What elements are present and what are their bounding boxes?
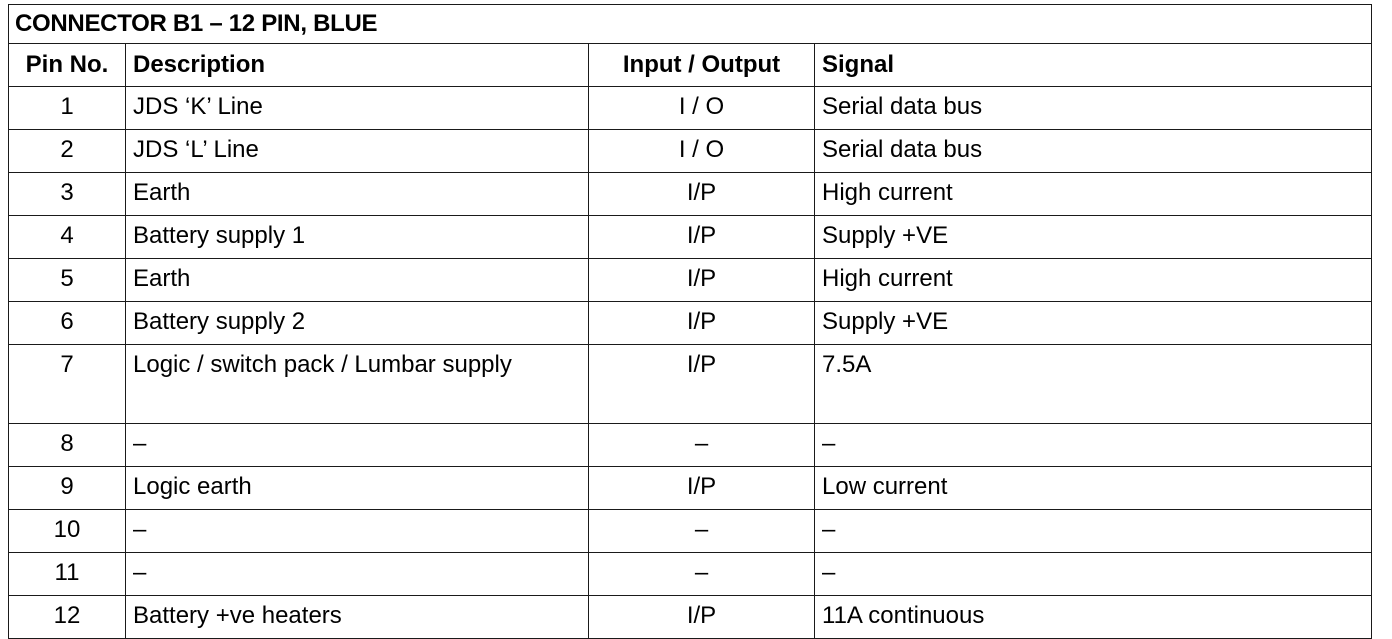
- signal-cell: –: [815, 424, 1372, 467]
- table-row: [9, 216, 1372, 259]
- io-cell: I/P: [589, 302, 815, 345]
- table-row: [9, 596, 1372, 639]
- pin-cell: 5: [9, 259, 126, 302]
- io-cell: –: [589, 510, 815, 553]
- io-cell: I / O: [589, 130, 815, 173]
- io-cell: I/P: [589, 259, 815, 302]
- description-cell: Battery supply 2: [126, 302, 589, 345]
- signal-cell: Supply +VE: [815, 216, 1372, 259]
- description-cell: –: [126, 553, 589, 596]
- pin-cell: 10: [9, 510, 126, 553]
- description-cell: Earth: [126, 173, 589, 216]
- signal-cell: 11A continuous: [815, 596, 1372, 639]
- pin-cell: 9: [9, 467, 126, 510]
- description-cell: –: [126, 510, 589, 553]
- signal-cell: Low current: [815, 467, 1372, 510]
- table-row: [9, 302, 1372, 345]
- signal-cell: Serial data bus: [815, 87, 1372, 130]
- table-row: [9, 87, 1372, 130]
- io-cell: I/P: [589, 596, 815, 639]
- header-row: [9, 44, 1372, 87]
- pin-cell: 4: [9, 216, 126, 259]
- table-title: CONNECTOR B1 – 12 PIN, BLUE: [9, 5, 1372, 44]
- title-row: [9, 5, 1372, 44]
- signal-cell: High current: [815, 259, 1372, 302]
- description-cell: Logic earth: [126, 467, 589, 510]
- pin-cell: 3: [9, 173, 126, 216]
- pin-cell: 6: [9, 302, 126, 345]
- pin-cell: 8: [9, 424, 126, 467]
- description-cell: JDS ‘K’ Line: [126, 87, 589, 130]
- signal-cell: 7.5A: [815, 345, 1372, 424]
- io-cell: –: [589, 424, 815, 467]
- description-cell: Earth: [126, 259, 589, 302]
- signal-cell: –: [815, 510, 1372, 553]
- table-row: [9, 467, 1372, 510]
- signal-cell: Supply +VE: [815, 302, 1372, 345]
- io-cell: I/P: [589, 216, 815, 259]
- description-cell: Battery +ve heaters: [126, 596, 589, 639]
- pin-cell: 7: [9, 345, 126, 424]
- header-signal: Signal: [815, 44, 1372, 87]
- pin-cell: 1: [9, 87, 126, 130]
- description-cell: JDS ‘L’ Line: [126, 130, 589, 173]
- table-row: [9, 173, 1372, 216]
- description-cell: –: [126, 424, 589, 467]
- table-row: [9, 259, 1372, 302]
- table-row: [9, 424, 1372, 467]
- pin-cell: 11: [9, 553, 126, 596]
- io-cell: –: [589, 553, 815, 596]
- table-row: [9, 130, 1372, 173]
- pin-cell: 2: [9, 130, 126, 173]
- table-row: [9, 510, 1372, 553]
- io-cell: I/P: [589, 467, 815, 510]
- connector-table: [8, 4, 1372, 639]
- io-cell: I/P: [589, 345, 815, 424]
- signal-cell: High current: [815, 173, 1372, 216]
- description-cell: Battery supply 1: [126, 216, 589, 259]
- signal-cell: Serial data bus: [815, 130, 1372, 173]
- pin-cell: 12: [9, 596, 126, 639]
- table-row: [9, 553, 1372, 596]
- io-cell: I/P: [589, 173, 815, 216]
- description-cell: Logic / switch pack / Lumbar supply: [126, 345, 589, 424]
- io-cell: I / O: [589, 87, 815, 130]
- header-pin: Pin No.: [9, 44, 126, 87]
- signal-cell: –: [815, 553, 1372, 596]
- table-row: [9, 345, 1372, 424]
- header-description: Description: [126, 44, 589, 87]
- header-io: Input / Output: [589, 44, 815, 87]
